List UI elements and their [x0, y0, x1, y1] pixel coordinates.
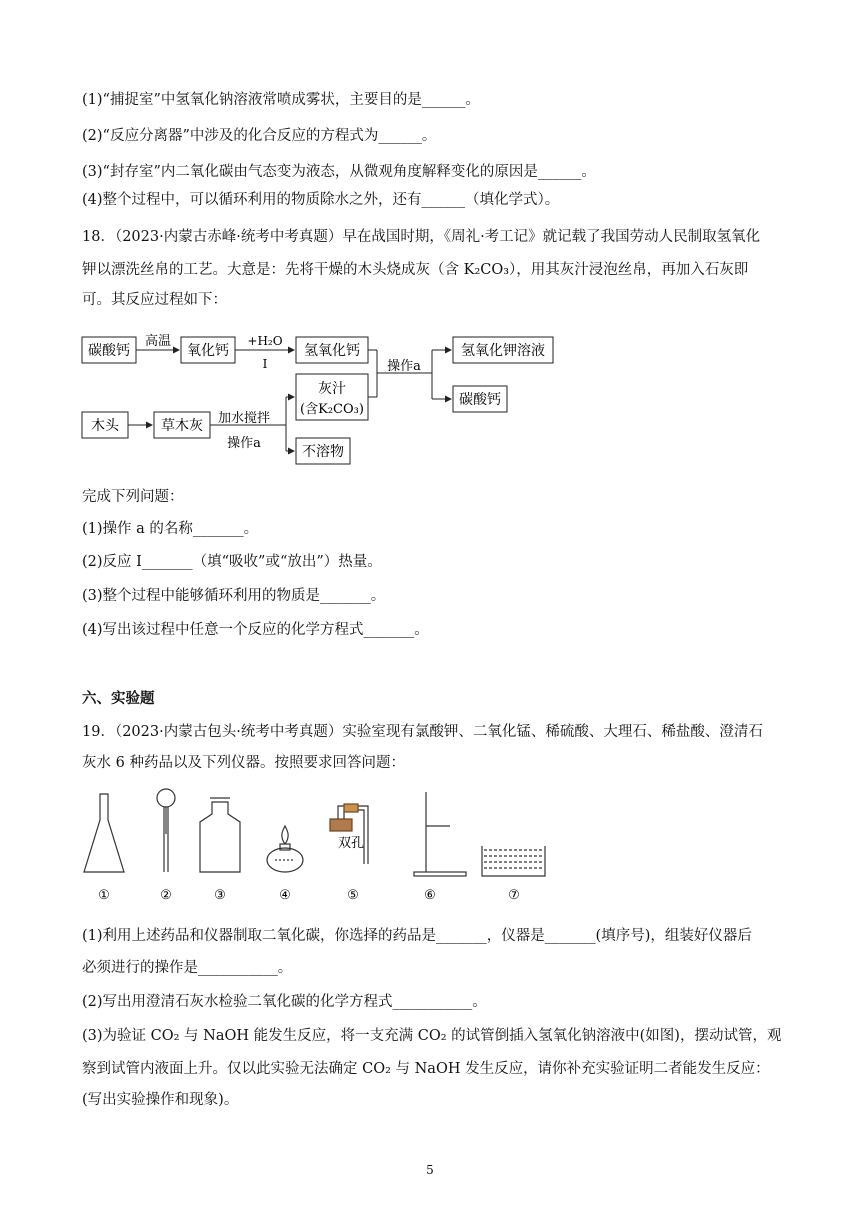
- q19-part3-line3: (写出实验操作和现象)。: [82, 1092, 239, 1108]
- flow-plant-ash-text: 草木灰: [161, 418, 203, 434]
- q17-part4: (4)整个过程中，可以循环利用的物质除水之外，还有______（填化学式）。: [82, 192, 560, 208]
- gas-bottle-icon: [200, 802, 240, 872]
- page-number: 5: [426, 1163, 434, 1177]
- q18-part3: (3)整个过程中能够循环利用的物质是_______。: [82, 588, 386, 604]
- q18-intro: 完成下列问题：: [82, 489, 184, 505]
- apparatus-label-2: ②: [160, 888, 172, 903]
- conical-flask-icon: [84, 794, 124, 872]
- apparatus-figure: [80, 784, 550, 908]
- flow-calcium-carbonate-text: 碳酸钙: [88, 343, 130, 359]
- apparatus-label-5: ⑤: [347, 888, 359, 903]
- flow-wood-text: 木头: [91, 418, 119, 434]
- q19-part1-line1: (1)利用上述药品和仪器制取二氧化碳，你选择的药品是_______，仪器是_______(填序号)，组装好仪器后: [82, 928, 752, 944]
- q19-part3-line1: (3)为验证 CO₂ 与 NaOH 能发生反应，将一支充满 CO₂ 的试管倒插入氢氧化钠溶液中(如图)，摆动试管，观: [82, 1028, 782, 1044]
- flow-high-temp-text: 高温: [144, 334, 172, 349]
- apparatus-label-3: ③: [214, 888, 226, 903]
- double-hole-stopper-icon: [330, 804, 368, 864]
- flow-ash-juice-k2co3-text: (含K₂CO₃): [300, 402, 364, 417]
- flow-ash-juice-text: 灰汁: [318, 381, 346, 397]
- reaction-flow-diagram: [80, 328, 560, 468]
- q19-stem-line2: 灰水 6 种药品以及下列仪器。按照要求回答问题：: [82, 755, 405, 771]
- water-trough-icon: [482, 846, 545, 876]
- flow-calcium-hydroxide-text: 氢氧化钙: [304, 343, 360, 359]
- q18-part2: (2)反应 I_______（填“吸收”或“放出”）热量。: [82, 554, 382, 570]
- flow-operation-a2-text: 操作a: [227, 436, 261, 451]
- double-hole-label: 双孔: [338, 836, 365, 851]
- flow-calcium-carbonate-product-text: 碳酸钙: [459, 392, 501, 408]
- q18-part4: (4)写出该过程中任意一个反应的化学方程式_______。: [82, 622, 429, 638]
- flow-insoluble-text: 不溶物: [302, 444, 344, 460]
- section-heading-experiment: 六、实验题: [82, 690, 155, 707]
- q18-part1: (1)操作 a 的名称_______。: [82, 521, 259, 537]
- q18-stem-line3: 可。其反应过程如下：: [82, 292, 227, 308]
- flow-koh-solution-text: 氢氧化钾溶液: [461, 343, 545, 359]
- q18-stem-line2: 钾以漂洗丝帛的工艺。大意是：先将干燥的木头烧成灰（含 K₂CO₃），用其灰汁浸泡丝帛，再加入石灰即: [82, 262, 749, 278]
- iron-stand-icon: [414, 792, 466, 876]
- q17-part2: (2)“反应分离器”中涉及的化合反应的方程式为______。: [82, 128, 437, 144]
- apparatus-label-7: ⑦: [508, 888, 520, 903]
- flow-calcium-oxide-text: 氧化钙: [187, 343, 229, 359]
- apparatus-label-4: ④: [279, 888, 291, 903]
- apparatus-label-6: ⑥: [424, 888, 436, 903]
- flow-reaction-i-text: I: [262, 357, 268, 371]
- q19-part2: (2)写出用澄清石灰水检验二氧化碳的化学方程式___________。: [82, 994, 487, 1010]
- q19-stem-line1: 19．（2023·内蒙古包头·统考中考真题）实验室现有氯酸钾、二氧化锰、稀硫酸、大理石、稀盐酸、澄清石: [82, 724, 763, 740]
- q19-part3-line2: 察到试管内液面上升。仅以此实验无法确定 CO₂ 与 NaOH 发生反应，请你补充实验证明二者能发生反应：: [82, 1061, 770, 1077]
- flow-operation-a-text: 操作a: [387, 359, 421, 374]
- q19-part1-line2: 必须进行的操作是___________。: [82, 960, 293, 976]
- q17-part1: (1)“捕捉室”中氢氧化钠溶液常喷成雾状，主要目的是______。: [82, 92, 480, 108]
- apparatus-label-1: ①: [98, 888, 110, 903]
- flow-water-text: +H₂O: [247, 334, 283, 348]
- long-neck-funnel-icon: [157, 789, 175, 872]
- q17-part3: (3)“封存室”内二氧化碳由气态变为液态，从微观角度解释变化的原因是______。: [82, 164, 596, 180]
- flow-stir-with-water-text: 加水搅拌: [217, 411, 271, 426]
- q18-stem-line1: 18．（2023·内蒙古赤峰·统考中考真题）早在战国时期，《周礼·考工记》就记载了我国劳动人民制取氢氧化: [82, 229, 761, 245]
- alcohol-lamp-icon: [267, 826, 303, 872]
